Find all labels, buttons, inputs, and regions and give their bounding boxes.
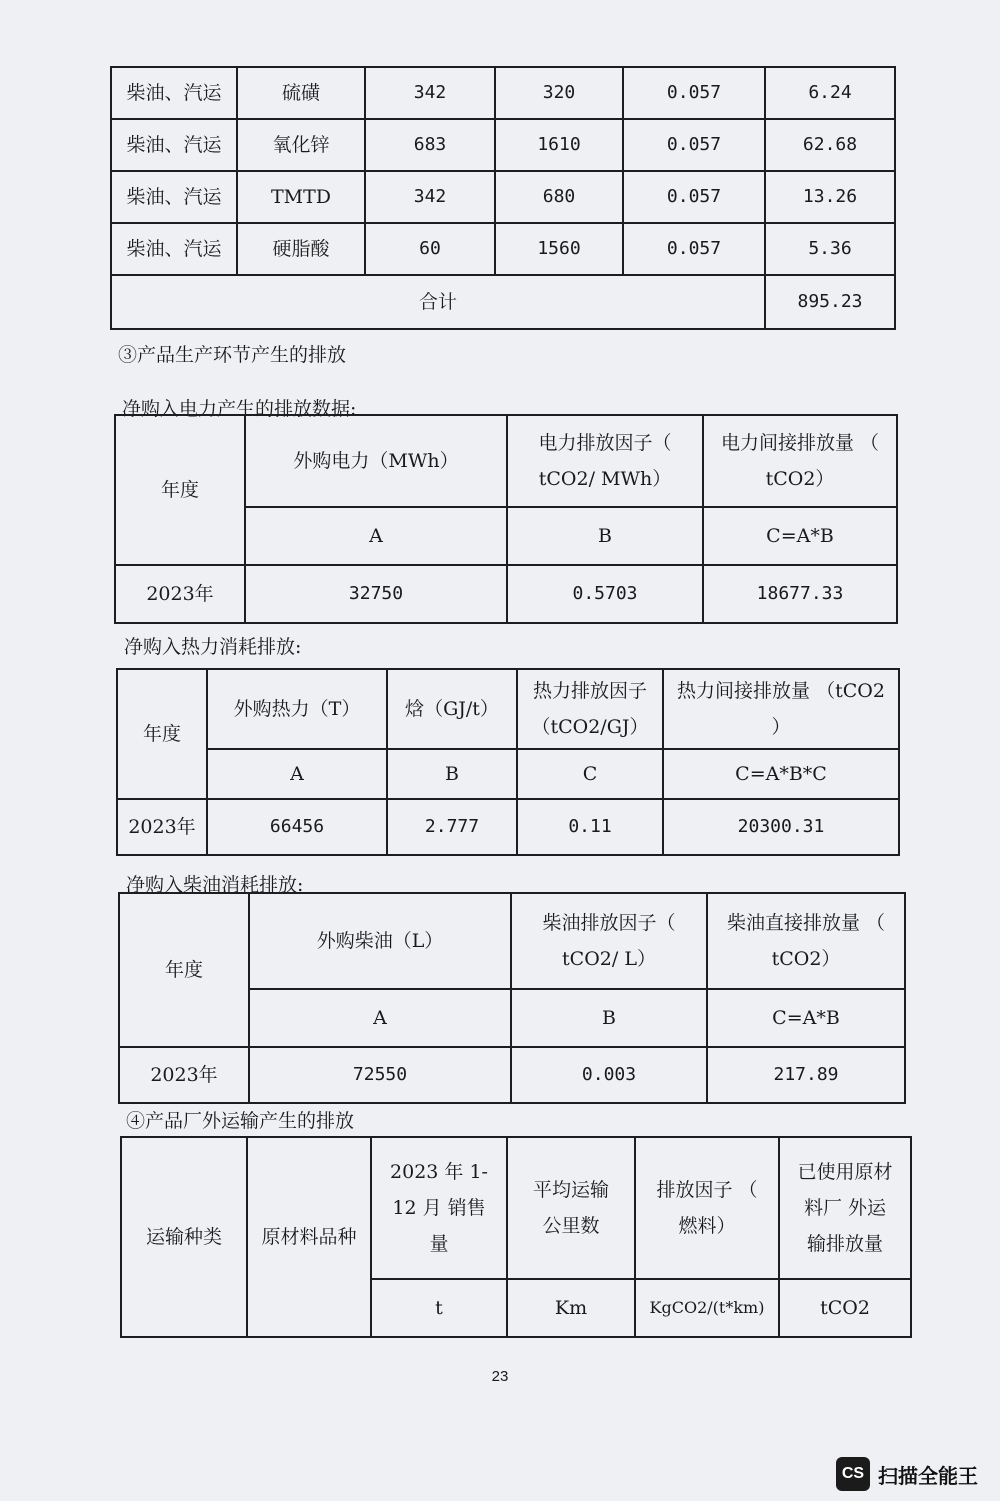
value-cell: 66456 <box>207 799 387 855</box>
material-type-header: 原材料品种 <box>247 1137 371 1337</box>
quantity-cell: 342 <box>365 171 495 223</box>
value-cell: 20300.31 <box>663 799 899 855</box>
header-line: tCO2/ L） <box>562 948 656 970</box>
header-line: 公里数 <box>542 1215 600 1237</box>
header-line: 12 月 销售 <box>392 1196 486 1219</box>
enthalpy-header: 焓（GJ/t） <box>387 669 517 749</box>
mode-cell: 柴油、汽运 <box>111 223 237 275</box>
symbol-cell: C <box>517 749 663 799</box>
electricity-caption: 净购入电力产生的排放数据: <box>122 398 357 420</box>
symbol-cell: C=A*B*C <box>663 749 899 799</box>
emission-cell: 6.24 <box>765 67 895 119</box>
table-row <box>111 171 895 223</box>
electricity-table <box>114 414 898 624</box>
year-cell: 2023年 <box>115 565 245 623</box>
symbol-cell: A <box>207 749 387 799</box>
heat-factor-header <box>517 669 663 749</box>
heat-emission-header <box>663 669 899 749</box>
header-line: 2023 年 1- <box>390 1160 488 1183</box>
year-header: 年度 <box>119 893 249 1047</box>
header-line: 燃料） <box>678 1215 736 1237</box>
total-row <box>111 275 895 329</box>
emission-factor-header <box>635 1137 779 1279</box>
symbol-cell: C=A*B <box>707 989 905 1047</box>
header-line: 料厂 外运 <box>803 1196 887 1219</box>
offsite-transport-table <box>120 1136 912 1338</box>
header-line: ） <box>771 716 791 738</box>
quantity-cell: 683 <box>365 119 495 171</box>
value-cell: 2.777 <box>387 799 517 855</box>
total-value: 895.23 <box>765 275 895 329</box>
header-line: tCO2） <box>765 468 835 490</box>
value-cell: 18677.33 <box>703 565 897 623</box>
header-line: 量 <box>429 1233 449 1256</box>
header-line: 电力间接排放量 （ <box>720 431 880 454</box>
section-3-title: ③产品生产环节产生的排放 <box>118 344 347 366</box>
diesel-emission-header <box>707 893 905 989</box>
purchased-heat-header: 外购热力（T） <box>207 669 387 749</box>
factor-cell: 0.057 <box>623 119 765 171</box>
purchased-diesel-header: 外购柴油（L） <box>249 893 511 989</box>
diesel-caption: 净购入柴油消耗排放: <box>126 874 304 896</box>
factor-cell: 0.057 <box>623 67 765 119</box>
year-cell: 2023年 <box>119 1047 249 1103</box>
header-line: 输排放量 <box>806 1233 883 1256</box>
emission-cell: 62.68 <box>765 119 895 171</box>
material-cell: 氧化锌 <box>237 119 365 171</box>
transport-emission-header <box>779 1137 911 1279</box>
scanner-watermark <box>836 1457 978 1491</box>
camscanner-logo-icon: CS <box>836 1457 870 1491</box>
header-line: 电力排放因子（ <box>538 431 672 454</box>
mode-cell: 柴油、汽运 <box>111 67 237 119</box>
symbol-cell: A <box>245 507 507 565</box>
average-distance-header <box>507 1137 635 1279</box>
value-cell: 0.003 <box>511 1047 707 1103</box>
electricity-factor-header <box>507 415 703 507</box>
header-line: tCO2/ MWh） <box>538 468 672 490</box>
value-cell: 0.5703 <box>507 565 703 623</box>
value-cell: 217.89 <box>707 1047 905 1103</box>
data-row <box>117 799 899 855</box>
table-row <box>111 67 895 119</box>
header-line: 平均运输 <box>532 1178 609 1201</box>
header-line: tCO2） <box>771 948 841 970</box>
unit-cell: Km <box>507 1279 635 1337</box>
unit-cell: t <box>371 1279 507 1337</box>
header-row <box>121 1137 911 1279</box>
table-row <box>111 119 895 171</box>
quantity-cell: 342 <box>365 67 495 119</box>
year-header: 年度 <box>115 415 245 565</box>
purchased-electricity-header: 外购电力（MWh） <box>245 415 507 507</box>
symbol-cell: B <box>507 507 703 565</box>
distance-cell: 680 <box>495 171 623 223</box>
symbol-row <box>117 749 899 799</box>
watermark-text: 扫描全能王 <box>878 1465 978 1488</box>
distance-cell: 1560 <box>495 223 623 275</box>
sales-volume-header <box>371 1137 507 1279</box>
value-cell: 72550 <box>249 1047 511 1103</box>
total-label: 合计 <box>111 275 765 329</box>
transport-type-header: 运输种类 <box>121 1137 247 1337</box>
header-line: 已使用原材 <box>797 1160 893 1183</box>
factor-cell: 0.057 <box>623 171 765 223</box>
symbol-cell: B <box>387 749 517 799</box>
header-line: 柴油直接排放量 （ <box>726 911 886 934</box>
emission-cell: 13.26 <box>765 171 895 223</box>
diesel-factor-header <box>511 893 707 989</box>
diesel-table <box>118 892 906 1104</box>
unit-cell: tCO2 <box>779 1279 911 1337</box>
data-row <box>115 565 897 623</box>
value-cell: 0.11 <box>517 799 663 855</box>
year-cell: 2023年 <box>117 799 207 855</box>
header-row <box>117 669 899 749</box>
distance-cell: 1610 <box>495 119 623 171</box>
heat-caption: 净购入热力消耗排放: <box>124 636 302 658</box>
mode-cell: 柴油、汽运 <box>111 171 237 223</box>
header-line: （tCO2/GJ） <box>531 716 649 738</box>
table-row <box>111 223 895 275</box>
mode-cell: 柴油、汽运 <box>111 119 237 171</box>
symbol-cell: C=A*B <box>703 507 897 565</box>
material-cell: 硫磺 <box>237 67 365 119</box>
distance-cell: 320 <box>495 67 623 119</box>
quantity-cell: 60 <box>365 223 495 275</box>
transport-emission-table <box>110 66 896 330</box>
symbol-cell: B <box>511 989 707 1047</box>
page-number: 23 <box>491 1368 509 1385</box>
header-line: 热力间接排放量 （tCO2 <box>677 679 885 702</box>
factor-cell: 0.057 <box>623 223 765 275</box>
emission-cell: 5.36 <box>765 223 895 275</box>
heat-table <box>116 668 900 856</box>
material-cell: 硬脂酸 <box>237 223 365 275</box>
year-header: 年度 <box>117 669 207 799</box>
value-cell: 32750 <box>245 565 507 623</box>
data-row <box>119 1047 905 1103</box>
header-line: 热力排放因子 <box>532 679 647 702</box>
symbol-cell: A <box>249 989 511 1047</box>
header-line: 柴油排放因子（ <box>542 911 676 934</box>
header-row <box>119 893 905 989</box>
header-line: 排放因子 （ <box>656 1178 758 1201</box>
header-row <box>115 415 897 507</box>
electricity-emission-header <box>703 415 897 507</box>
unit-cell: KgCO2/(t*km) <box>635 1279 779 1337</box>
material-cell: TMTD <box>237 171 365 223</box>
section-4-title: ④产品厂外运输产生的排放 <box>126 1110 355 1132</box>
